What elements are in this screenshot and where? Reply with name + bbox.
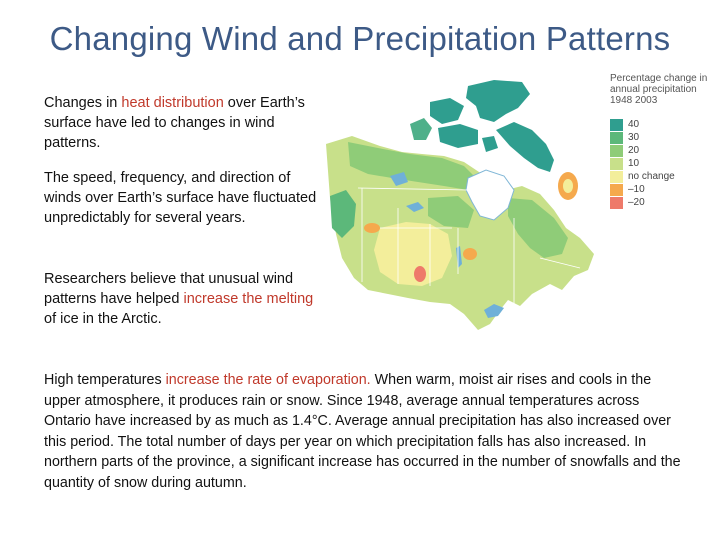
arctic-island-small [482, 136, 498, 152]
region-minus-10-west [364, 223, 380, 233]
legend-item [610, 118, 715, 131]
p1-highlight: heat distribution [121, 95, 224, 111]
legend-title-line3: 1948 2003 [610, 95, 658, 106]
legend-item [610, 157, 715, 170]
legend-swatch [610, 119, 623, 131]
legend-item [610, 144, 715, 157]
precipitation-legend [610, 73, 715, 209]
legend-swatch [610, 171, 623, 183]
arctic-island-ellesmere [466, 80, 530, 122]
legend-label: no change [628, 171, 675, 182]
arctic-island-banks [410, 118, 432, 140]
legend-item [610, 183, 715, 196]
legend-item [610, 170, 715, 183]
p3-text-after: of ice in the Arctic. [44, 311, 162, 327]
p3-highlight: increase the melting [183, 291, 314, 307]
slide-title: Changing Wind and Precipitation Patterns [49, 20, 671, 57]
legend-label: –20 [628, 197, 645, 208]
paragraph-heat-distribution [44, 93, 329, 153]
paragraph-arctic-ice [44, 269, 324, 329]
arctic-island-baffin [496, 122, 554, 172]
legend-label: 20 [628, 145, 640, 156]
p4-text-after: When warm, moist air rises and cools in the upper atmosphere, it produces rain or snow. Since 1948, average annual temperatures across Ontario have increased by as much as 1.4°C. Average annual precipitation has also increased over this period. The total number of days per year on which precipitation falls has also increased. In northern parts of the province, a significant increase has occurred in the number of snowfalls and the quantity of snow during autumn. [44, 372, 681, 491]
legend-swatch [610, 158, 623, 170]
legend-label: 10 [628, 158, 640, 169]
paragraph-evaporation [44, 370, 684, 493]
legend-items [610, 118, 715, 209]
legend-label: –10 [628, 184, 645, 195]
legend-item [610, 131, 715, 144]
legend-label: 40 [628, 119, 640, 130]
p3-text-before: Researchers believe that unusual wind patterns have helped [44, 271, 294, 307]
canada-precipitation-map [318, 78, 608, 350]
legend-swatch [610, 145, 623, 157]
legend-label: 30 [628, 132, 640, 143]
map-svg [318, 78, 608, 350]
p1-text-after: over Earth’s surface have led to changes in wind patterns. [44, 95, 305, 151]
p4-text-before: High temperatures [44, 372, 162, 388]
arctic-island-victoria [438, 124, 478, 148]
region-minus-10-prairie [414, 266, 426, 282]
p4-highlight: increase the rate of evaporation. [165, 372, 371, 388]
legend-title-line2: annual precipitation [610, 84, 697, 95]
legend-swatch [610, 197, 623, 209]
region-minus-10-ontario [463, 248, 477, 260]
legend-swatch [610, 132, 623, 144]
paragraph-wind-fluctuation: The speed, frequency, and direction of winds over Earth’s surface have fluctuated unpredictably for several years. [44, 170, 317, 226]
arctic-island-west [430, 98, 464, 124]
legend-swatch [610, 184, 623, 196]
legend-item [610, 196, 715, 209]
p1-text-before: Changes in [44, 95, 118, 111]
region-no-change-labrador [563, 179, 573, 193]
legend-title-line1: Percentage change in [610, 73, 708, 84]
